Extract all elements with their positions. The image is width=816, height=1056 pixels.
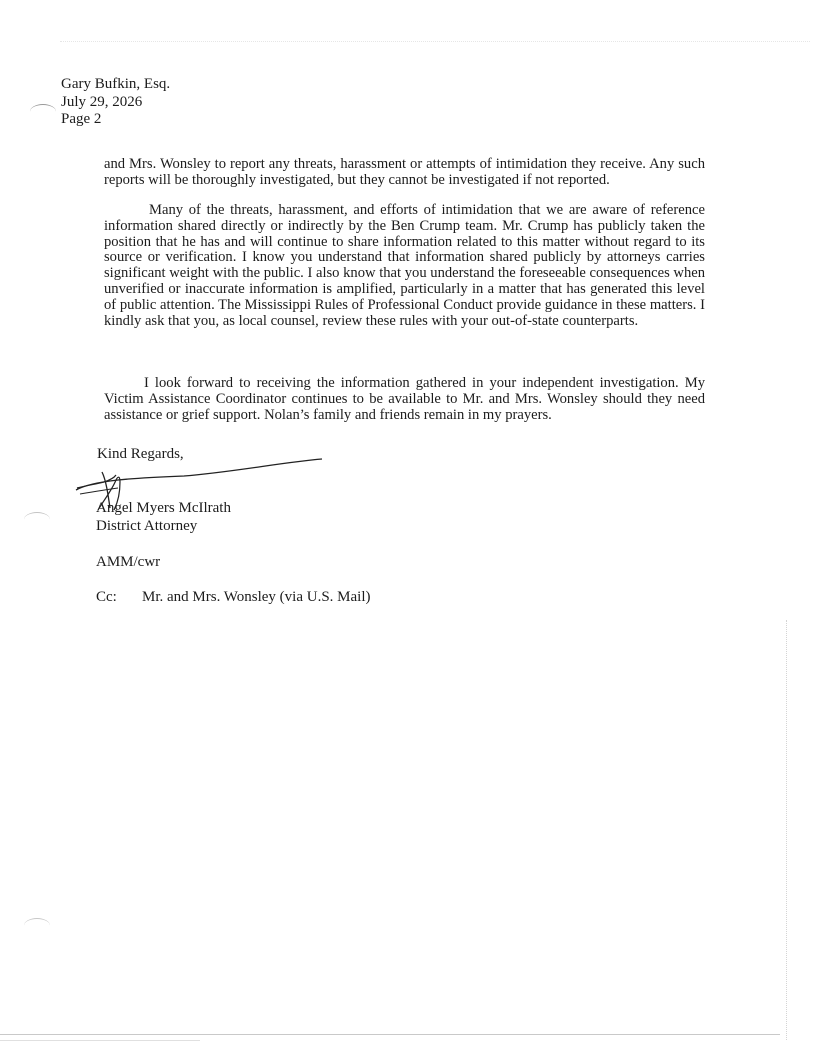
punch-hole-mark: [24, 512, 50, 527]
body-paragraph-1: and Mrs. Wonsley to report any threats, harassment or attempts of intimidation they receive. Any such reports will be thoroughly investigated, but they cannot be investigated if not reported.: [104, 156, 705, 188]
cc-label: Cc:: [96, 589, 117, 605]
cc-line: [96, 589, 371, 606]
scan-artifact-line: [0, 1040, 200, 1041]
signer-name: Angel Myers McIlrath: [96, 500, 231, 516]
signer-title: District Attorney: [96, 518, 198, 534]
reference-initials: AMM/cwr: [96, 554, 161, 570]
punch-hole-mark: [24, 918, 50, 933]
scan-artifact-line: [0, 1034, 780, 1035]
body-paragraph-2: Many of the threats, harassment, and efforts of intimidation that we are aware of reference information shared directly or indirectly by the Ben Crump team. Mr. Crump has publicly taken the position that he has and will continue to share information related to this matter without regard to its source or verification. I know you understand that information shared publicly by attorneys carries significant weight with the public. I also know that you understand the foreseeable consequences when unverified or inaccurate information is amplified, particularly in a matter that has generated this level of public attention. The Mississippi Rules of Professional Conduct provide guidance in these matters. I kindly ask that you, as local counsel, review these rules with your out-of-state counterparts.: [104, 202, 706, 329]
punch-hole-mark: [30, 104, 56, 119]
body-paragraph-3: I look forward to receiving the information gathered in your independent investigation. My Victim Assistance Coordinator continues to be available to Mr. and Mrs. Wonsley should they need assistance or grief support. Nolan’s family and friends remain in my prayers.: [104, 375, 705, 423]
cc-recipients: Mr. and Mrs. Wonsley (via U.S. Mail): [142, 589, 371, 605]
scan-edge-artifact: [786, 620, 788, 1040]
signature-block: [96, 499, 231, 535]
letter-header: [61, 76, 170, 129]
recipient-name: Gary Bufkin, Esq.: [61, 76, 171, 92]
letter-date: July 29, 2026: [61, 93, 143, 110]
scan-artifact-line: [60, 41, 810, 43]
closing-salutation: Kind Regards,: [97, 446, 184, 462]
page-number: Page 2: [61, 111, 102, 127]
